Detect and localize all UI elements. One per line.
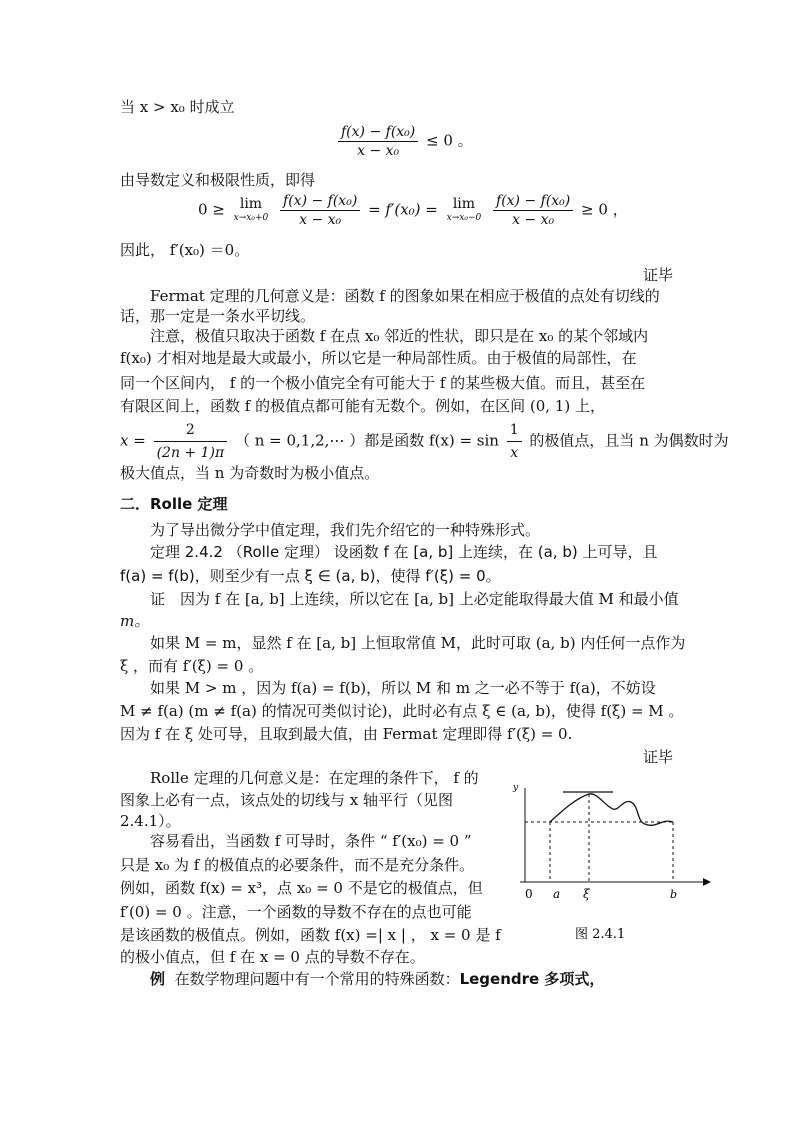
para-note-line4: 有限区间上，函数 f 的极值点都可能有无数个。例如，在区间 (0, 1) 上， <box>120 397 605 415</box>
xi-label: ξ <box>583 887 590 901</box>
para-geometry-line3: 2.4.1）。 <box>120 812 181 830</box>
para-geometry-line1: Rolle 定理的几何意义是：在定理的条件下， f 的 <box>150 769 479 787</box>
proof-line1: 证 因为 f 在 [a, b] 上连续，所以它在 [a, b] 上必定能取得最大值 M 和最小值 <box>150 590 679 608</box>
para-fermat-line1: Fermat 定理的几何意义是：函数 f 的图象如果在相应于极值的点处有切线的 <box>150 287 660 305</box>
para-condition-line2: 只是 x₀ 为 f 的极值点的必要条件，而不是充分条件。 <box>120 856 475 874</box>
qed-1: 证毕 <box>642 266 673 284</box>
case-equal-line2: ξ ，而有 f′(ξ) = 0 。 <box>120 657 264 675</box>
section-heading-rolle: 二．Rolle 定理 <box>120 495 228 513</box>
inequality-1: $\frac{\text{f(x) − f(x₀)}}{\text{x − x₀}}$ ≤ 0 。 <box>335 124 473 159</box>
limit-equation: 0 ≥ lim x→x₀+0 $\frac{\text{f(x) − f(x₀)}}{\text{x − x₀}}$ = f′(x₀) = lim x→x₀−0 $\frac{\text{f(x) − f(x₀)}}{\text{x − x₀}}$ ≥ 0 ， <box>198 193 628 228</box>
origin-label: 0 <box>525 887 533 901</box>
para-derivative: 由导数定义和极限性质，即得 <box>120 171 316 189</box>
para-intro-rolle: 为了导出微分学中值定理，我们先介绍它的一种特殊形式。 <box>150 521 541 539</box>
x-axis-arrow <box>703 878 711 886</box>
para-note-line2: f(x₀) 才相对地是最大或最小，所以它是一种局部性质。由于极值的局部性，在 <box>120 349 637 367</box>
para-condition-line1: 容易看出，当函数 f 可导时，条件 “ f′(x₀) = 0 ” <box>150 832 472 850</box>
para-condition-line6: 的极小值点，但 f 在 x = 0 点的导数不存在。 <box>120 948 425 966</box>
para-note-line5: x = $\frac{2}{(2n + 1)\pi}$ （ n = 0,1,2,⋯ ）都是函数 f(x) = sin $\frac{1}{x}$ 的极值点，且当 n 为偶数时为 <box>120 422 729 461</box>
para-intro: 当 x > x₀ 时成立 <box>120 98 235 116</box>
case-greater-line2: M ≠ f(a) (m ≠ f(a) 的情况可类似讨论)，此时必有点 ξ ∈ (a, b)，使得 f(ξ) = M 。 <box>120 702 684 720</box>
para-note-line3: 同一个区间内， f 的一个极小值完全有可能大于 f 的某些极大值。而且，甚至在 <box>120 374 646 392</box>
case-equal-line1: 如果 M = m，显然 f 在 [a, b] 上恒取常值 M，此时可取 (a, b) 内任何一点作为 <box>150 634 686 652</box>
para-condition-line5: 是该函数的极值点。例如，函数 f(x) =| x | ， x = 0 是 f <box>120 926 501 944</box>
para-condition-line3: 例如，函数 f(x) = x³，点 x₀ = 0 不是它的极值点，但 <box>120 879 483 897</box>
theorem-line2: f(a) = f(b)，则至少有一点 ξ ∈ (a, b)，使得 f′(ξ) = 0。 <box>120 567 501 585</box>
case-greater-line3: 因为 f 在 ξ 处可导，且取到最大值，由 Fermat 定理即得 f′(ξ) = 0. <box>120 725 573 743</box>
proof-line2: m。 <box>120 612 150 630</box>
function-curve <box>550 794 673 826</box>
theorem-line1: 定理 2.4.2 （Rolle 定理） 设函数 f 在 [a, b] 上连续，在 (a, b) 上可导，且 <box>150 543 658 561</box>
b-label: b <box>670 888 678 901</box>
para-condition-line4: f′(0) = 0 。注意，一个函数的导数不存在的点也可能 <box>120 903 472 921</box>
para-therefore: 因此， f′(x₀) ＝0。 <box>120 241 250 259</box>
qed-2: 证毕 <box>642 748 673 766</box>
y-axis-label: y <box>513 783 519 793</box>
a-label: a <box>553 887 561 901</box>
para-note-line1: 注意，极值只取决于函数 f 在点 x₀ 邻近的性状，即只是在 x₀ 的某个邻域内 <box>150 327 649 345</box>
example-line: 例 在数学物理问题中有一个常用的特殊函数：Legendre 多项式， <box>150 970 605 988</box>
para-geometry-line2: 图象上必有一点，该点处的切线与 x 轴平行（见图 <box>120 791 453 809</box>
para-note-line6: 极大值点，当 n 为奇数时为极小值点。 <box>120 464 380 482</box>
figure-rolle <box>505 778 715 948</box>
para-fermat-line2: 话，那一定是一条水平切线。 <box>120 307 316 325</box>
figure-caption: 图 2.4.1 <box>575 927 626 942</box>
case-greater-line1: 如果 M > m ，因为 f(a) = f(b)，所以 M 和 m 之一必不等于 f(a)，不妨设 <box>150 679 656 697</box>
